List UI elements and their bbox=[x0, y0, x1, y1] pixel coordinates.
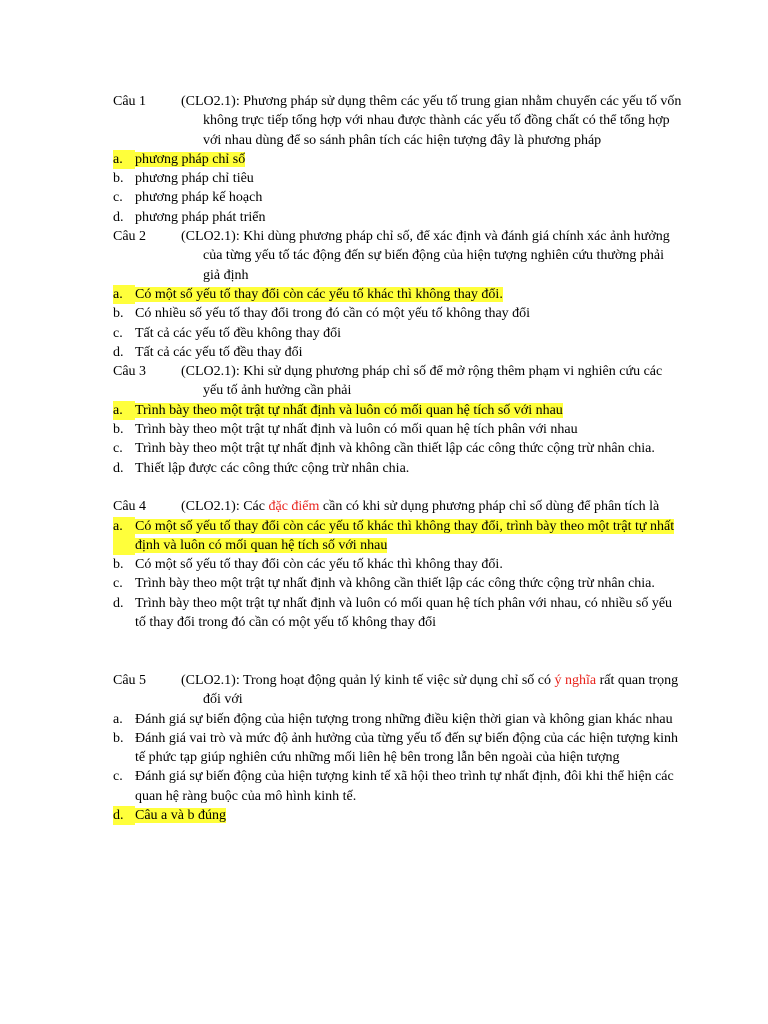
question-2-label: Câu 2 bbox=[113, 229, 147, 245]
option-text: Tất cả các yếu tố đều không thay đổi bbox=[135, 325, 342, 341]
option-text: Thiết lập được các công thức cộng trừ nhân chia. bbox=[135, 460, 410, 476]
option-letter: a. bbox=[113, 401, 135, 420]
question-1-option-b bbox=[113, 169, 683, 188]
question-3-option-d bbox=[113, 459, 683, 478]
question-3-prompt: (CLO2.1): Khi sử dụng phương pháp chỉ số để mở rộng thêm phạm vi nghiên cứu các yếu tố ảnh hưởng cần phải bbox=[181, 364, 663, 399]
question-5-prompt bbox=[181, 671, 683, 710]
question-4-prompt bbox=[181, 497, 683, 516]
option-letter: d. bbox=[113, 344, 124, 360]
question-4-label: Câu 4 bbox=[113, 499, 147, 515]
option-letter: a. bbox=[113, 285, 135, 304]
spacer bbox=[113, 478, 683, 497]
option-letter: c. bbox=[113, 576, 123, 592]
question-3-option-a bbox=[113, 401, 683, 420]
question-3-label: Câu 3 bbox=[113, 364, 147, 380]
question-5 bbox=[113, 671, 683, 710]
option-letter: a. bbox=[113, 150, 135, 169]
option-text: phương pháp kế hoạch bbox=[135, 190, 263, 206]
option-text: Đánh giá sự biến động của hiện tượng trong những điều kiện thời gian và không gian khác nhau bbox=[135, 711, 673, 727]
option-text: Trình bày theo một trật tự nhất định và luôn có mối quan hệ tích phân với nhau, có nhiều số yếu tố thay đổi trong đó cần có một yếu tố không thay đổi bbox=[135, 595, 673, 631]
option-text: Trình bày theo một trật tự nhất định và không cần thiết lập các công thức cộng trừ nhân chia. bbox=[135, 576, 655, 592]
prompt-text: cần có khi sử dụng phương pháp chỉ số dùng để phân tích là bbox=[319, 499, 660, 515]
question-3 bbox=[113, 362, 683, 401]
option-letter: c. bbox=[113, 769, 123, 785]
option-letter: d. bbox=[113, 595, 124, 611]
option-letter: d. bbox=[113, 806, 135, 825]
option-letter: d. bbox=[113, 209, 124, 225]
question-2-option-d bbox=[113, 343, 683, 362]
question-5-option-b bbox=[113, 729, 683, 768]
prompt-text: (CLO2.1): Trong hoạt động quản lý kinh tế việc sử dụng chỉ số có bbox=[181, 672, 555, 688]
question-2-option-c bbox=[113, 324, 683, 343]
option-letter: c. bbox=[113, 325, 123, 341]
question-4-option-b bbox=[113, 555, 683, 574]
option-letter: a. bbox=[113, 711, 123, 727]
question-2 bbox=[113, 227, 683, 285]
question-2-prompt: (CLO2.1): Khi dùng phương pháp chỉ số, để xác định và đánh giá chính xác ảnh hưởng của từng yếu tố tác động đến sự biến động của hiện tượng nghiên cứu thường phải giả định bbox=[181, 229, 670, 283]
option-letter: b. bbox=[113, 306, 124, 322]
option-text: Có một số yếu tố thay đổi còn các yếu tố khác thì không thay đổi. bbox=[135, 557, 503, 573]
spacer bbox=[113, 632, 683, 671]
question-1-option-d bbox=[113, 208, 683, 227]
question-2-option-a bbox=[113, 285, 683, 304]
option-text: phương pháp phát triển bbox=[135, 209, 266, 225]
question-5-option-c bbox=[113, 767, 683, 806]
option-letter: c. bbox=[113, 441, 123, 457]
option-text: Đánh giá vai trò và mức độ ảnh hưởng của từng yếu tố đến sự biến động của các hiện tượng kinh tế phức tạp giúp nghiên cứu những mối liên hệ bên trong lẫn bên ngoài của hiện tượng bbox=[135, 730, 678, 766]
option-text: Trình bày theo một trật tự nhất định và luôn có mối quan hệ tích số với nhau bbox=[135, 402, 563, 418]
prompt-emphasis: đặc điểm bbox=[268, 499, 320, 515]
question-2-option-b bbox=[113, 304, 683, 323]
question-4-option-d bbox=[113, 594, 683, 633]
question-4-option-a bbox=[113, 517, 683, 556]
option-letter: b. bbox=[113, 422, 124, 438]
question-3-option-c bbox=[113, 439, 683, 458]
option-text: phương pháp chỉ tiêu bbox=[135, 171, 254, 187]
question-5-option-d bbox=[113, 806, 683, 825]
question-3-option-b bbox=[113, 420, 683, 439]
option-text: phương pháp chỉ số bbox=[135, 151, 246, 167]
prompt-text: (CLO2.1): Các bbox=[181, 499, 269, 515]
question-1-option-a bbox=[113, 150, 683, 169]
option-letter: a. bbox=[113, 517, 135, 556]
option-text: Có một số yếu tố thay đổi còn các yếu tố khác thì không thay đổi, trình bày theo một trật tự nhất định và luôn có mối quan hệ tích số với nhau bbox=[135, 518, 675, 553]
option-letter: b. bbox=[113, 171, 124, 187]
question-4 bbox=[113, 497, 683, 516]
option-text: Trình bày theo một trật tự nhất định và không cần thiết lập các công thức cộng trừ nhân chia. bbox=[135, 441, 655, 457]
question-1 bbox=[113, 92, 683, 150]
prompt-emphasis: ý nghĩa bbox=[554, 672, 597, 688]
option-letter: c. bbox=[113, 190, 123, 206]
question-1-prompt: (CLO2.1): Phương pháp sử dụng thêm các yếu tố trung gian nhằm chuyển các yếu tố vốn không trực tiếp tổng hợp với nhau được thành các yếu tố đồng chất có thể tổng hợp với nhau dùng để so sánh phân tích các hiện tượng đây là phương pháp bbox=[181, 94, 682, 148]
option-text: Đánh giá sự biến động của hiện tượng kinh tế xã hội theo trình tự nhất định, đôi khi thể hiện các quan hệ ràng buộc của mô hình kinh tế. bbox=[135, 769, 674, 804]
option-text: Có một số yếu tố thay đổi còn các yếu tố khác thì không thay đổi. bbox=[135, 286, 503, 302]
option-text: Có nhiều số yếu tố thay đổi trong đó cần có một yếu tố không thay đổi bbox=[135, 306, 531, 322]
question-4-option-c bbox=[113, 574, 683, 593]
question-1-option-c bbox=[113, 188, 683, 207]
question-1-label: Câu 1 bbox=[113, 94, 147, 109]
option-text: Câu a và b đúng bbox=[135, 807, 226, 823]
option-text: Trình bày theo một trật tự nhất định và luôn có mối quan hệ tích phân với nhau bbox=[135, 422, 578, 438]
question-5-option-a bbox=[113, 710, 683, 729]
question-list bbox=[113, 92, 683, 825]
question-5-label: Câu 5 bbox=[113, 672, 147, 688]
prompt-text: rất quan trọng đối với bbox=[203, 672, 679, 708]
option-letter: b. bbox=[113, 730, 124, 746]
option-text: Tất cả các yếu tố đều thay đổi bbox=[135, 344, 303, 360]
option-letter: d. bbox=[113, 460, 124, 476]
option-letter: b. bbox=[113, 557, 124, 573]
